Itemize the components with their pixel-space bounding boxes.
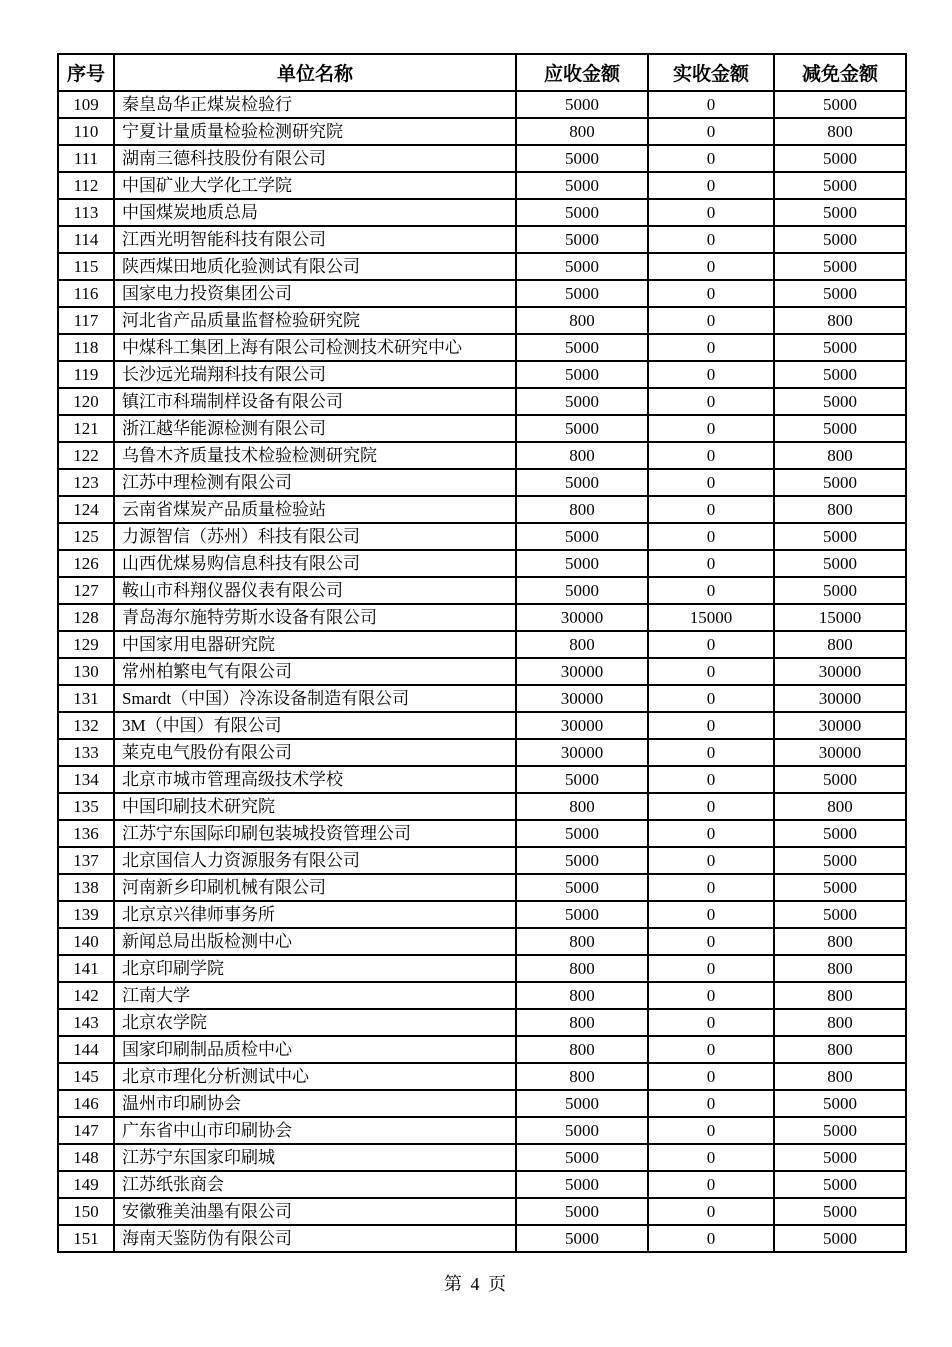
table-row [58,820,906,847]
serial-number-cell: 124 [58,496,114,523]
table-row [58,334,906,361]
received-amount-cell: 0 [648,901,774,928]
unit-name-cell: 江苏宁东国际印刷包装城投资管理公司 [114,820,516,847]
unit-name-cell: 中国印刷技术研究院 [114,793,516,820]
header-unit-name: 单位名称 [114,54,516,91]
waived-amount-cell: 800 [774,1063,906,1090]
table-row [58,847,906,874]
receivable-amount-cell: 5000 [516,901,648,928]
table-row [58,739,906,766]
table-row [58,199,906,226]
waived-amount-cell: 800 [774,496,906,523]
unit-name-cell: 云南省煤炭产品质量检验站 [114,496,516,523]
serial-number-cell: 140 [58,928,114,955]
table-row [58,307,906,334]
receivable-amount-cell: 5000 [516,766,648,793]
receivable-amount-cell: 30000 [516,739,648,766]
received-amount-cell: 0 [648,226,774,253]
serial-number-cell: 142 [58,982,114,1009]
waived-amount-cell: 5000 [774,469,906,496]
unit-name-cell: 中国家用电器研究院 [114,631,516,658]
table-row [58,91,906,118]
received-amount-cell: 0 [648,523,774,550]
serial-number-cell: 144 [58,1036,114,1063]
waived-amount-cell: 5000 [774,172,906,199]
received-amount-cell: 0 [648,820,774,847]
table-row [58,550,906,577]
received-amount-cell: 0 [648,442,774,469]
serial-number-cell: 131 [58,685,114,712]
waived-amount-cell: 5000 [774,1144,906,1171]
table-row [58,172,906,199]
unit-name-cell: 江苏中理检测有限公司 [114,469,516,496]
table-row [58,1117,906,1144]
serial-number-cell: 116 [58,280,114,307]
received-amount-cell: 0 [648,739,774,766]
serial-number-cell: 115 [58,253,114,280]
serial-number-cell: 128 [58,604,114,631]
receivable-amount-cell: 5000 [516,172,648,199]
serial-number-cell: 137 [58,847,114,874]
received-amount-cell: 0 [648,793,774,820]
receivable-amount-cell: 5000 [516,415,648,442]
header-receivable-amount: 应收金额 [516,54,648,91]
receivable-amount-cell: 800 [516,793,648,820]
unit-name-cell: 陕西煤田地质化验测试有限公司 [114,253,516,280]
unit-name-cell: 河北省产品质量监督检验研究院 [114,307,516,334]
waived-amount-cell: 30000 [774,658,906,685]
serial-number-cell: 129 [58,631,114,658]
receivable-amount-cell: 800 [516,955,648,982]
waived-amount-cell: 800 [774,928,906,955]
unit-name-cell: 浙江越华能源检测有限公司 [114,415,516,442]
waived-amount-cell: 15000 [774,604,906,631]
waived-amount-cell: 5000 [774,1225,906,1252]
received-amount-cell: 0 [648,1144,774,1171]
waived-amount-cell: 5000 [774,91,906,118]
unit-name-cell: 3M（中国）有限公司 [114,712,516,739]
unit-name-cell: 海南天鉴防伪有限公司 [114,1225,516,1252]
receivable-amount-cell: 800 [516,118,648,145]
table-row [58,1198,906,1225]
table-row [58,712,906,739]
received-amount-cell: 0 [648,1009,774,1036]
received-amount-cell: 0 [648,361,774,388]
received-amount-cell: 0 [648,334,774,361]
received-amount-cell: 0 [648,91,774,118]
waived-amount-cell: 5000 [774,874,906,901]
received-amount-cell: 0 [648,874,774,901]
waived-amount-cell: 800 [774,982,906,1009]
unit-name-cell: 莱克电气股份有限公司 [114,739,516,766]
serial-number-cell: 141 [58,955,114,982]
waived-amount-cell: 800 [774,1009,906,1036]
receivable-amount-cell: 30000 [516,658,648,685]
receivable-amount-cell: 5000 [516,1144,648,1171]
serial-number-cell: 132 [58,712,114,739]
serial-number-cell: 111 [58,145,114,172]
table-row [58,1144,906,1171]
unit-name-cell: 北京京兴律师事务所 [114,901,516,928]
unit-name-cell: 宁夏计量质量检验检测研究院 [114,118,516,145]
serial-number-cell: 110 [58,118,114,145]
serial-number-cell: 112 [58,172,114,199]
received-amount-cell: 0 [648,847,774,874]
waived-amount-cell: 5000 [774,550,906,577]
waived-amount-cell: 800 [774,955,906,982]
received-amount-cell: 0 [648,955,774,982]
serial-number-cell: 113 [58,199,114,226]
serial-number-cell: 149 [58,1171,114,1198]
unit-name-cell: 中国矿业大学化工学院 [114,172,516,199]
received-amount-cell: 0 [648,1117,774,1144]
table-row [58,577,906,604]
serial-number-cell: 138 [58,874,114,901]
waived-amount-cell: 5000 [774,388,906,415]
table-row [58,442,906,469]
serial-number-cell: 143 [58,1009,114,1036]
table-row [58,1090,906,1117]
receivable-amount-cell: 5000 [516,1225,648,1252]
receivable-amount-cell: 5000 [516,334,648,361]
page-number-footer: 第 4 页 [444,1274,508,1294]
serial-number-cell: 148 [58,1144,114,1171]
waived-amount-cell: 5000 [774,1171,906,1198]
unit-name-cell: 国家电力投资集团公司 [114,280,516,307]
unit-name-cell: 乌鲁木齐质量技术检验检测研究院 [114,442,516,469]
table-row [58,361,906,388]
received-amount-cell: 0 [648,631,774,658]
receivable-amount-cell: 30000 [516,604,648,631]
table-row [58,469,906,496]
table-row [58,226,906,253]
serial-number-cell: 114 [58,226,114,253]
waived-amount-cell: 5000 [774,820,906,847]
receivable-amount-cell: 30000 [516,685,648,712]
serial-number-cell: 119 [58,361,114,388]
fee-table [57,53,907,1253]
unit-name-cell: 秦皇岛华正煤炭检验行 [114,91,516,118]
unit-name-cell: 国家印刷制品质检中心 [114,1036,516,1063]
received-amount-cell: 0 [648,550,774,577]
receivable-amount-cell: 5000 [516,550,648,577]
unit-name-cell: 江南大学 [114,982,516,1009]
waived-amount-cell: 5000 [774,1117,906,1144]
table-header-row [58,54,906,91]
waived-amount-cell: 30000 [774,685,906,712]
waived-amount-cell: 5000 [774,199,906,226]
serial-number-cell: 136 [58,820,114,847]
waived-amount-cell: 800 [774,793,906,820]
table-row [58,631,906,658]
waived-amount-cell: 800 [774,631,906,658]
table-row [58,928,906,955]
table-row [58,658,906,685]
table-row [58,415,906,442]
table-row [58,388,906,415]
unit-name-cell: 江西光明智能科技有限公司 [114,226,516,253]
unit-name-cell: 北京市理化分析测试中心 [114,1063,516,1090]
table-row [58,982,906,1009]
serial-number-cell: 130 [58,658,114,685]
received-amount-cell: 0 [648,496,774,523]
received-amount-cell: 0 [648,1036,774,1063]
receivable-amount-cell: 5000 [516,361,648,388]
received-amount-cell: 15000 [648,604,774,631]
received-amount-cell: 0 [648,307,774,334]
received-amount-cell: 0 [648,118,774,145]
receivable-amount-cell: 5000 [516,388,648,415]
table-header [58,54,906,91]
table-row [58,253,906,280]
table-row [58,604,906,631]
waived-amount-cell: 5000 [774,847,906,874]
table-row [58,901,906,928]
received-amount-cell: 0 [648,1063,774,1090]
unit-name-cell: 力源智信（苏州）科技有限公司 [114,523,516,550]
unit-name-cell: 广东省中山市印刷协会 [114,1117,516,1144]
waived-amount-cell: 5000 [774,415,906,442]
unit-name-cell: 江苏纸张商会 [114,1171,516,1198]
receivable-amount-cell: 5000 [516,523,648,550]
waived-amount-cell: 800 [774,118,906,145]
waived-amount-cell: 800 [774,442,906,469]
received-amount-cell: 0 [648,712,774,739]
receivable-amount-cell: 5000 [516,874,648,901]
received-amount-cell: 0 [648,1198,774,1225]
waived-amount-cell: 800 [774,1036,906,1063]
serial-number-cell: 122 [58,442,114,469]
serial-number-cell: 139 [58,901,114,928]
receivable-amount-cell: 800 [516,1009,648,1036]
table-row [58,496,906,523]
table-row [58,523,906,550]
serial-number-cell: 127 [58,577,114,604]
unit-name-cell: 北京市城市管理高级技术学校 [114,766,516,793]
table-row [58,1225,906,1252]
unit-name-cell: 北京农学院 [114,1009,516,1036]
unit-name-cell: 安徽雅美油墨有限公司 [114,1198,516,1225]
waived-amount-cell: 5000 [774,253,906,280]
receivable-amount-cell: 800 [516,442,648,469]
received-amount-cell: 0 [648,253,774,280]
waived-amount-cell: 5000 [774,280,906,307]
header-waived-amount: 减免金额 [774,54,906,91]
receivable-amount-cell: 5000 [516,1198,648,1225]
serial-number-cell: 150 [58,1198,114,1225]
receivable-amount-cell: 800 [516,928,648,955]
serial-number-cell: 121 [58,415,114,442]
unit-name-cell: 河南新乡印刷机械有限公司 [114,874,516,901]
table-body [58,91,906,1252]
unit-name-cell: Smardt（中国）冷冻设备制造有限公司 [114,685,516,712]
unit-name-cell: 鞍山市科翔仪器仪表有限公司 [114,577,516,604]
receivable-amount-cell: 5000 [516,145,648,172]
serial-number-cell: 146 [58,1090,114,1117]
table-row [58,280,906,307]
unit-name-cell: 北京印刷学院 [114,955,516,982]
received-amount-cell: 0 [648,658,774,685]
waived-amount-cell: 5000 [774,145,906,172]
receivable-amount-cell: 5000 [516,199,648,226]
received-amount-cell: 0 [648,280,774,307]
unit-name-cell: 镇江市科瑞制样设备有限公司 [114,388,516,415]
serial-number-cell: 135 [58,793,114,820]
serial-number-cell: 133 [58,739,114,766]
received-amount-cell: 0 [648,982,774,1009]
received-amount-cell: 0 [648,685,774,712]
unit-name-cell: 常州柏繁电气有限公司 [114,658,516,685]
receivable-amount-cell: 800 [516,1036,648,1063]
received-amount-cell: 0 [648,388,774,415]
serial-number-cell: 118 [58,334,114,361]
waived-amount-cell: 30000 [774,739,906,766]
waived-amount-cell: 5000 [774,1198,906,1225]
serial-number-cell: 145 [58,1063,114,1090]
table-row [58,793,906,820]
received-amount-cell: 0 [648,577,774,604]
table-row [58,1009,906,1036]
receivable-amount-cell: 5000 [516,226,648,253]
receivable-amount-cell: 5000 [516,1117,648,1144]
serial-number-cell: 147 [58,1117,114,1144]
receivable-amount-cell: 5000 [516,577,648,604]
header-serial-number: 序号 [58,54,114,91]
unit-name-cell: 中国煤炭地质总局 [114,199,516,226]
receivable-amount-cell: 5000 [516,91,648,118]
unit-name-cell: 山西优煤易购信息科技有限公司 [114,550,516,577]
serial-number-cell: 126 [58,550,114,577]
received-amount-cell: 0 [648,199,774,226]
waived-amount-cell: 5000 [774,577,906,604]
receivable-amount-cell: 5000 [516,253,648,280]
unit-name-cell: 长沙远光瑞翔科技有限公司 [114,361,516,388]
waived-amount-cell: 5000 [774,523,906,550]
table-row [58,766,906,793]
unit-name-cell: 新闻总局出版检测中心 [114,928,516,955]
receivable-amount-cell: 800 [516,1063,648,1090]
table-row [58,1036,906,1063]
serial-number-cell: 123 [58,469,114,496]
serial-number-cell: 151 [58,1225,114,1252]
waived-amount-cell: 5000 [774,334,906,361]
waived-amount-cell: 800 [774,307,906,334]
waived-amount-cell: 5000 [774,226,906,253]
received-amount-cell: 0 [648,1171,774,1198]
receivable-amount-cell: 800 [516,307,648,334]
received-amount-cell: 0 [648,172,774,199]
table-row [58,685,906,712]
serial-number-cell: 109 [58,91,114,118]
waived-amount-cell: 5000 [774,901,906,928]
unit-name-cell: 中煤科工集团上海有限公司检测技术研究中心 [114,334,516,361]
table-row [58,1171,906,1198]
receivable-amount-cell: 5000 [516,1171,648,1198]
waived-amount-cell: 5000 [774,361,906,388]
serial-number-cell: 117 [58,307,114,334]
unit-name-cell: 湖南三德科技股份有限公司 [114,145,516,172]
table-row [58,955,906,982]
waived-amount-cell: 30000 [774,712,906,739]
unit-name-cell: 江苏宁东国家印刷城 [114,1144,516,1171]
receivable-amount-cell: 800 [516,631,648,658]
received-amount-cell: 0 [648,415,774,442]
table-row [58,118,906,145]
serial-number-cell: 134 [58,766,114,793]
header-received-amount: 实收金额 [648,54,774,91]
receivable-amount-cell: 800 [516,982,648,1009]
receivable-amount-cell: 800 [516,496,648,523]
receivable-amount-cell: 5000 [516,847,648,874]
waived-amount-cell: 5000 [774,1090,906,1117]
received-amount-cell: 0 [648,928,774,955]
unit-name-cell: 青岛海尔施特劳斯水设备有限公司 [114,604,516,631]
received-amount-cell: 0 [648,1090,774,1117]
receivable-amount-cell: 5000 [516,469,648,496]
waived-amount-cell: 5000 [774,766,906,793]
unit-name-cell: 北京国信人力资源服务有限公司 [114,847,516,874]
unit-name-cell: 温州市印刷协会 [114,1090,516,1117]
received-amount-cell: 0 [648,469,774,496]
table-row [58,1063,906,1090]
serial-number-cell: 120 [58,388,114,415]
table-row [58,145,906,172]
receivable-amount-cell: 30000 [516,712,648,739]
receivable-amount-cell: 5000 [516,820,648,847]
received-amount-cell: 0 [648,766,774,793]
receivable-amount-cell: 5000 [516,1090,648,1117]
table-row [58,874,906,901]
received-amount-cell: 0 [648,145,774,172]
serial-number-cell: 125 [58,523,114,550]
received-amount-cell: 0 [648,1225,774,1252]
receivable-amount-cell: 5000 [516,280,648,307]
